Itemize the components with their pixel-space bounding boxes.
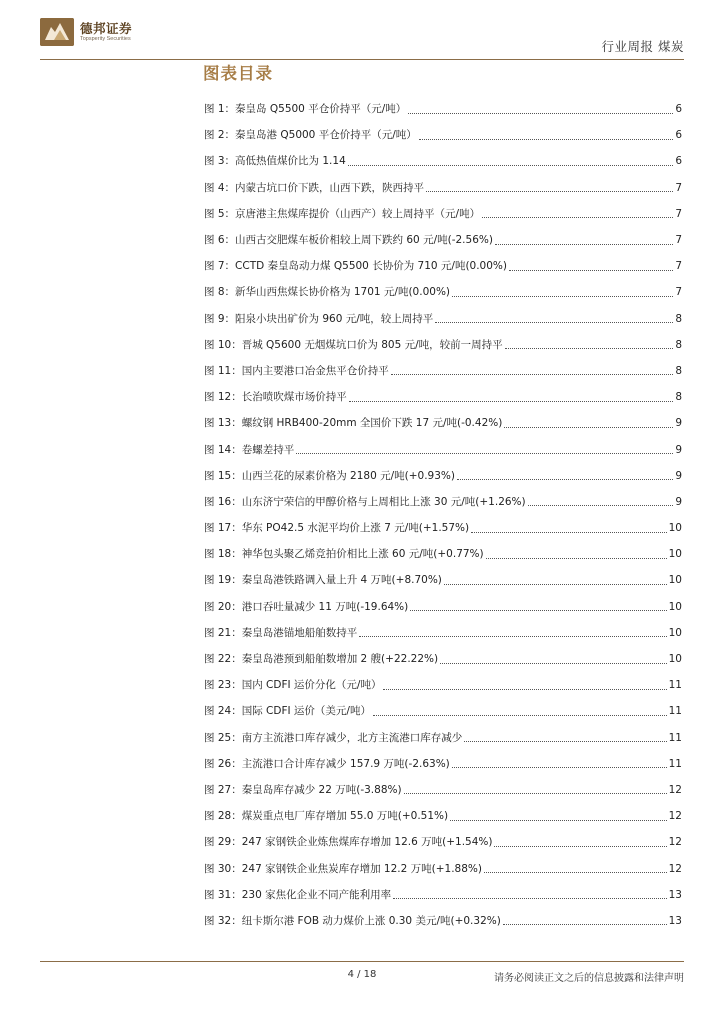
toc-title: 图表目录 [203,64,273,83]
toc-item-leader [404,792,667,794]
toc-item-title: 阳泉小块出矿价为 960 元/吨，较上周持平 [235,312,434,325]
toc-item-title: 山西兰花的尿素价格为 2180 元/吨(+0.93%) [241,469,455,482]
toc-item-leader [359,635,666,637]
report-type: 行业周报 煤炭 [601,39,684,54]
toc-item[interactable] [204,698,682,724]
company-name-en: Topsperity Securities [80,36,131,42]
toc-item-leader [503,923,667,925]
toc-item-page: 10 [668,522,682,535]
toc-item-page: 12 [668,862,682,875]
toc-item-number: 图 3 [204,155,225,168]
toc-item-separator: ： [224,155,236,168]
toc-item-title: 秦皇岛港锚地船舶数持平 [241,626,358,639]
toc-item-title: 230 家焦化企业不同产能利用率 [241,888,392,901]
toc-item-number: 图 9 [204,312,225,325]
toc-item-title: 京唐港主焦煤库提价（山西产）较上周持平（元/吨） [235,207,481,220]
toc-item-title: 247 家钢铁企业焦炭库存增加 12.2 万吨(+1.88%) [241,862,482,875]
toc-item-page: 7 [675,260,682,273]
toc-item-page: 9 [675,417,682,430]
toc-item-page: 10 [668,600,682,613]
toc-item-separator: ： [231,469,242,482]
toc-item-separator: ： [231,862,242,875]
toc-item-leader [410,609,666,611]
toc-item-title: 港口吞吐量减少 11 万吨(-19.64%) [241,600,409,613]
toc-item[interactable] [204,175,682,201]
toc-item-title: 卷螺差持平 [241,443,295,456]
toc-item-page: 10 [668,653,682,666]
toc-item-leader [484,871,667,873]
toc-item-page: 7 [675,286,682,299]
toc-item[interactable] [204,620,682,646]
toc-item-page: 13 [668,888,682,901]
toc-item-leader [457,478,673,480]
toc-item-number: 图 7 [204,260,225,273]
toc-item-separator: ： [231,391,242,404]
header-divider [40,59,684,60]
toc-item-title: 煤炭重点电厂库存增加 55.0 万吨(+0.51%) [241,810,449,823]
toc-item-number: 图 18 [204,548,232,561]
toc-item[interactable] [204,777,682,803]
toc-item-page: 7 [675,207,682,220]
toc-item-title: 国内主要港口冶金焦平仓价持平 [241,364,389,377]
page-header [40,16,684,60]
toc-item-title: 南方主流港口库存减少，北方主流港口库存减少 [241,731,463,744]
toc-item-separator: ： [224,181,236,194]
toc-item-separator: ： [231,600,242,613]
toc-item-separator: ： [224,312,236,325]
toc-item-number: 图 21 [204,626,232,639]
toc-item[interactable] [204,803,682,829]
toc-item[interactable] [204,148,682,174]
toc-item-leader [373,714,667,716]
toc-item[interactable] [204,541,682,567]
toc-item-leader [452,766,667,768]
toc-item-separator: ： [231,757,242,770]
toc-item-leader [505,347,674,349]
toc-item-page: 10 [668,548,682,561]
toc-item-leader [444,583,667,585]
page-number: 4 / 18 [347,969,377,980]
toc-item[interactable] [204,829,682,855]
toc-item-title: 秦皇岛港 Q5000 平仓价持平（元/吨） [235,129,417,142]
toc-item[interactable] [204,306,682,332]
toc-item-number: 图 32 [204,914,232,927]
toc-item-page: 10 [668,574,682,587]
toc-item-page: 12 [668,836,682,849]
toc-item-separator: ： [224,286,236,299]
toc-item-separator: ： [231,653,242,666]
toc-item-title: 长治喷吹煤市场价持平 [241,391,347,404]
toc-item[interactable] [204,646,682,672]
toc-item-title: 神华包头聚乙烯竞拍价相比上涨 60 元/吨(+0.77%) [241,548,484,561]
toc-item[interactable] [204,515,682,541]
toc-item-leader [452,295,673,297]
toc-item-leader [393,897,667,899]
toc-item-separator: ： [224,129,236,142]
toc-item-page: 8 [675,391,682,404]
toc-item-leader [504,426,673,428]
toc-item-page: 9 [675,469,682,482]
toc-item[interactable] [204,253,682,279]
toc-item-page: 11 [668,705,682,718]
toc-item-number: 图 1 [204,103,225,116]
toc-item[interactable] [204,122,682,148]
toc-item-leader [419,138,674,140]
toc-item-page: 13 [668,914,682,927]
toc-item[interactable] [204,751,682,777]
toc-item-number: 图 30 [204,862,232,875]
toc-item-leader [391,373,674,375]
toc-item-title: 晋城 Q5600 无烟煤坑口价为 805 元/吨，较前一周持平 [241,338,503,351]
toc-item-page: 11 [668,757,682,770]
toc-item-leader [471,531,667,533]
toc-item-title: 247 家钢铁企业炼焦煤库存增加 12.6 万吨(+1.54%) [241,836,493,849]
toc-item-number: 图 28 [204,810,232,823]
toc-item[interactable] [204,227,682,253]
toc-item-page: 6 [675,103,682,116]
toc-item-page: 11 [668,731,682,744]
toc-item-separator: ： [231,731,242,744]
toc-item-number: 图 4 [204,181,225,194]
toc-item-separator: ： [224,103,236,116]
toc-item-separator: ： [231,836,242,849]
toc-item-number: 图 24 [204,705,232,718]
toc-item[interactable] [204,489,682,515]
toc-item-title: 国内 CDFI 运价分化（元/吨） [241,679,382,692]
toc-item-leader [528,504,674,506]
toc-item-leader [495,243,673,245]
toc-item-title: 国际 CDFI 运价（美元/吨） [241,705,371,718]
toc-item-title: 秦皇岛 Q5500 平仓价持平（元/吨） [235,103,407,116]
toc-item-page: 7 [675,181,682,194]
toc-item-separator: ： [224,234,236,247]
toc-item[interactable] [204,410,682,436]
toc-item-number: 图 23 [204,679,232,692]
toc-item-leader [482,216,673,218]
footer-divider [40,961,684,962]
toc-item-leader [486,557,667,559]
toc-item-title: 螺纹钢 HRB400-20mm 全国价下跌 17 元/吨(-0.42%) [241,417,503,430]
toc-item[interactable] [204,436,682,462]
toc-item-number: 图 8 [204,286,225,299]
toc-item-leader [349,400,674,402]
toc-item-title: 山东济宁荣信的甲醇价格与上周相比上涨 30 元/吨(+1.26%) [241,495,526,508]
toc-item-separator: ： [231,338,242,351]
toc-item[interactable] [204,855,682,881]
toc-item-page: 8 [675,338,682,351]
toc-item-leader [408,112,673,114]
toc-item-leader [450,819,667,821]
toc-item-page: 7 [675,234,682,247]
toc-item-number: 图 19 [204,574,232,587]
toc-item-separator: ： [231,417,242,430]
toc-item-separator: ： [231,522,242,535]
toc-item-number: 图 11 [204,364,232,377]
toc-item-number: 图 12 [204,391,232,404]
toc-item-number: 图 6 [204,234,225,247]
toc-item-number: 图 25 [204,731,232,744]
toc-item-number: 图 27 [204,783,232,796]
toc-item-number: 图 10 [204,338,232,351]
toc-item-title: 主流港口合计库存减少 157.9 万吨(-2.63%) [241,757,450,770]
toc-item-page: 6 [675,155,682,168]
toc-item-leader [296,452,673,454]
toc-item-page: 10 [668,626,682,639]
toc-item-leader [435,321,673,323]
toc-item-leader [348,164,674,166]
toc-item-separator: ： [231,783,242,796]
toc-item-title: 秦皇岛港铁路调入量上升 4 万吨(+8.70%) [241,574,442,587]
toc-item[interactable] [204,672,682,698]
toc-item-separator: ： [231,914,242,927]
toc-item[interactable] [204,594,682,620]
toc-item[interactable] [204,279,682,305]
toc-item-title: 秦皇岛库存减少 22 万吨(-3.88%) [241,783,402,796]
toc-item-separator: ： [231,705,242,718]
toc-item-title: 华东 PO42.5 水泥平均价上涨 7 元/吨(+1.57%) [241,522,470,535]
toc-item-page: 11 [668,679,682,692]
toc-item-number: 图 2 [204,129,225,142]
toc-item[interactable] [204,567,682,593]
toc-item-separator: ： [231,364,242,377]
toc-item-title: 秦皇岛港预到船舶数增加 2 艘(+22.22%) [241,653,439,666]
toc-item[interactable] [204,384,682,410]
toc-item-number: 图 16 [204,495,232,508]
toc-item[interactable] [204,725,682,751]
toc-item-title: 新华山西焦煤长协价格为 1701 元/吨(0.00%) [235,286,451,299]
disclaimer-text: 请务必阅读正文之后的信息披露和法律声明 [494,973,684,984]
toc-item-separator: ： [224,207,236,220]
toc-item-title: 内蒙古坑口价下跌，山西下跌，陕西持平 [235,181,425,194]
toc-item-page: 8 [675,312,682,325]
toc-item-number: 图 5 [204,207,225,220]
toc-item[interactable] [204,201,682,227]
toc-item[interactable] [204,96,682,122]
toc-item-number: 图 31 [204,888,232,901]
toc-item[interactable] [204,358,682,384]
toc-item-number: 图 15 [204,469,232,482]
toc-item[interactable] [204,908,682,934]
toc-item-separator: ： [231,495,242,508]
toc-item-leader [440,662,667,664]
toc-item-page: 12 [668,810,682,823]
toc-item-number: 图 13 [204,417,232,430]
company-logo [40,16,180,52]
toc-item-separator: ： [231,679,242,692]
toc-item-title: 山西古交肥煤车板价相较上周下跌约 60 元/吨(-2.56%) [235,234,493,247]
logo-emblem-icon [40,18,74,46]
toc-item-leader [426,190,673,192]
toc-item[interactable] [204,332,682,358]
toc-item-title: 高低热值煤价比为 1.14 [235,155,346,168]
toc-item-leader [383,688,666,690]
toc-item-page: 12 [668,783,682,796]
toc-item-number: 图 14 [204,443,232,456]
toc-item-number: 图 26 [204,757,232,770]
toc-item-number: 图 17 [204,522,232,535]
toc-item-page: 9 [675,495,682,508]
toc-item-number: 图 20 [204,600,232,613]
toc-list [204,96,682,934]
toc-item-separator: ： [231,888,242,901]
toc-item[interactable] [204,463,682,489]
toc-item-title: CCTD 秦皇岛动力煤 Q5500 长协价为 710 元/吨(0.00%) [235,260,507,273]
toc-item-separator: ： [231,810,242,823]
toc-item-separator: ： [231,443,242,456]
toc-item-page: 8 [675,364,682,377]
toc-item-separator: ： [231,548,242,561]
toc-item-title: 纽卡斯尔港 FOB 动力煤价上涨 0.30 美元/吨(+0.32%) [241,914,501,927]
toc-item-page: 6 [675,129,682,142]
toc-item-leader [509,269,673,271]
toc-item-leader [494,845,666,847]
company-name: 德邦证券 [80,21,133,36]
toc-item-separator: ： [231,626,242,639]
toc-item-page: 9 [675,443,682,456]
toc-item-separator: ： [224,260,236,273]
toc-item-number: 图 22 [204,653,232,666]
toc-item[interactable] [204,882,682,908]
toc-item-leader [464,740,666,742]
toc-item-number: 图 29 [204,836,232,849]
toc-item-separator: ： [231,574,242,587]
